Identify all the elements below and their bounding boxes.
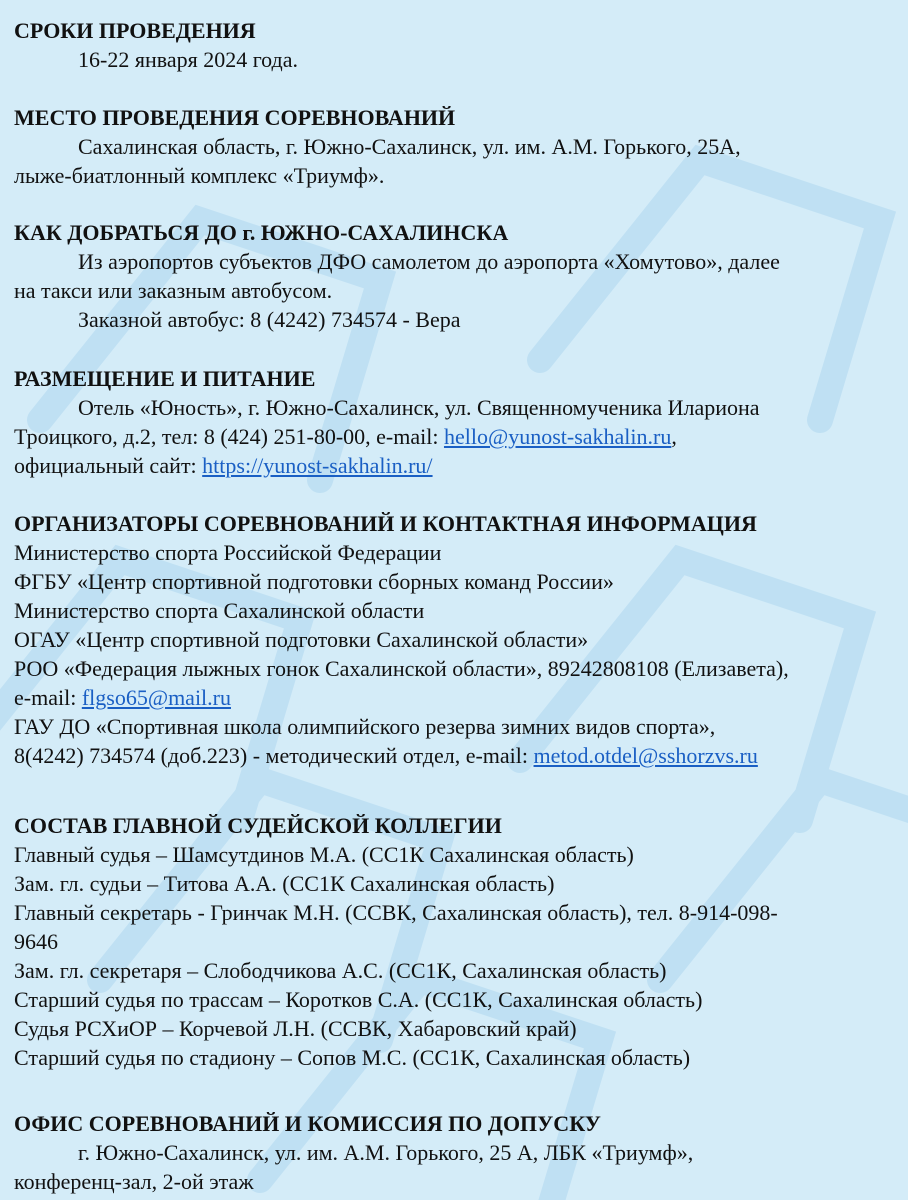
dates-section: [14, 16, 900, 74]
organizer-item-4: ОГАУ «Центр спортивной подготовки Сахалинской области»: [14, 627, 589, 652]
organizer-item-6: ГАУ ДО «Спортивная школа олимпийского резерва зимних видов спорта»,: [14, 714, 716, 739]
venue-line-1: Сахалинская область, г. Южно-Сахалинск, ул. им. А.М. Горького, 25А,: [78, 134, 741, 159]
judges-heading: СОСТАВ ГЛАВНОЙ СУДЕЙСКОЙ КОЛЛЕГИИ: [14, 813, 502, 838]
accommodation-line-2: [14, 422, 900, 451]
travel-line-3: Заказной автобус: 8 (4242) 734574 - Вера: [78, 307, 461, 332]
office-section: [14, 1109, 900, 1196]
school-contact-text: 8(4242) 734574 (доб.223) - методический отдел, e-mail:: [14, 743, 534, 768]
judge-line-3-continued: 9646: [14, 929, 58, 954]
judge-line-6: Судья РСХиОР – Корчевой Л.Н. (ССВК, Хабаровский край): [14, 1016, 577, 1041]
organizer-item-3: Министерство спорта Сахалинской области: [14, 598, 425, 623]
email-label: e-mail:: [14, 685, 82, 710]
office-line-1: г. Южно-Сахалинск, ул. им. А.М. Горького, 25 А, ЛБК «Триумф»,: [78, 1140, 694, 1165]
hotel-email-link[interactable]: hello@yunost-sakhalin.ru: [443, 424, 672, 449]
organizer-item-5-email-line: [14, 683, 900, 712]
venue-section: [14, 103, 900, 190]
organizer-item-2: ФГБУ «Центр спортивной подготовки сборных команд России»: [14, 569, 614, 594]
travel-heading: КАК ДОБРАТЬСЯ ДО г. ЮЖНО-САХАЛИНСКА: [14, 220, 509, 245]
dates-text: 16-22 января 2024 года.: [78, 47, 298, 72]
accommodation-line-2-text: Троицкого, д.2, тел: 8 (424) 251-80-00, e-mail:: [14, 424, 444, 449]
accommodation-line-2-suffix: ,: [671, 424, 677, 449]
organizers-heading: ОРГАНИЗАТОРЫ СОРЕВНОВАНИЙ И КОНТАКТНАЯ ИНФОРМАЦИЯ: [14, 511, 757, 536]
accommodation-section: [14, 364, 900, 480]
federation-email-link[interactable]: flgso65@mail.ru: [81, 685, 231, 710]
accommodation-line-1: Отель «Юность», г. Южно-Сахалинск, ул. Священномученика Илариона: [78, 395, 760, 420]
organizer-item-1: Министерство спорта Российской Федерации: [14, 540, 442, 565]
office-line-2: конференц-зал, 2-ой этаж: [14, 1169, 254, 1194]
organizer-item-6-contact-line: [14, 741, 900, 770]
travel-section: [14, 218, 900, 334]
dates-heading: СРОКИ ПРОВЕДЕНИЯ: [14, 18, 256, 43]
accommodation-heading: РАЗМЕЩЕНИЕ И ПИТАНИЕ: [14, 366, 316, 391]
judge-line-2: Зам. гл. судьи – Титова А.А. (СС1К Сахалинская область): [14, 871, 555, 896]
travel-line-1: Из аэропортов субъектов ДФО самолетом до аэропорта «Хомутово», далее: [78, 249, 780, 274]
school-email-link[interactable]: metod.otdel@sshorzvs.ru: [533, 743, 758, 768]
judge-line-7: Старший судья по стадиону – Сопов М.С. (СС1К, Сахалинская область): [14, 1045, 691, 1070]
office-heading: ОФИС СОРЕВНОВАНИЙ И КОМИССИЯ ПО ДОПУСКУ: [14, 1111, 601, 1136]
judges-section: [14, 811, 900, 1072]
judge-line-1: Главный судья – Шамсутдинов М.А. (СС1К Сахалинская область): [14, 842, 634, 867]
website-label: официальный сайт:: [14, 453, 203, 478]
organizer-item-5: РОО «Федерация лыжных гонок Сахалинской области», 89242808108 (Елизавета),: [14, 656, 789, 681]
venue-line-2: лыже-биатлонный комплекс «Триумф».: [14, 163, 385, 188]
organizers-section: [14, 509, 900, 770]
travel-line-2: на такси или заказным автобусом.: [14, 278, 333, 303]
judge-line-5: Старший судья по трассам – Коротков С.А. (СС1К, Сахалинская область): [14, 987, 703, 1012]
hotel-website-link[interactable]: https://yunost-sakhalin.ru/: [202, 453, 433, 478]
judge-line-3: Главный секретарь - Гринчак М.Н. (ССВК, Сахалинская область), тел. 8-914-098-: [14, 900, 778, 925]
judge-line-4: Зам. гл. секретаря – Слободчикова А.С. (СС1К, Сахалинская область): [14, 958, 667, 983]
accommodation-line-3: [14, 451, 900, 480]
venue-heading: МЕСТО ПРОВЕДЕНИЯ СОРЕВНОВАНИЙ: [14, 105, 456, 130]
